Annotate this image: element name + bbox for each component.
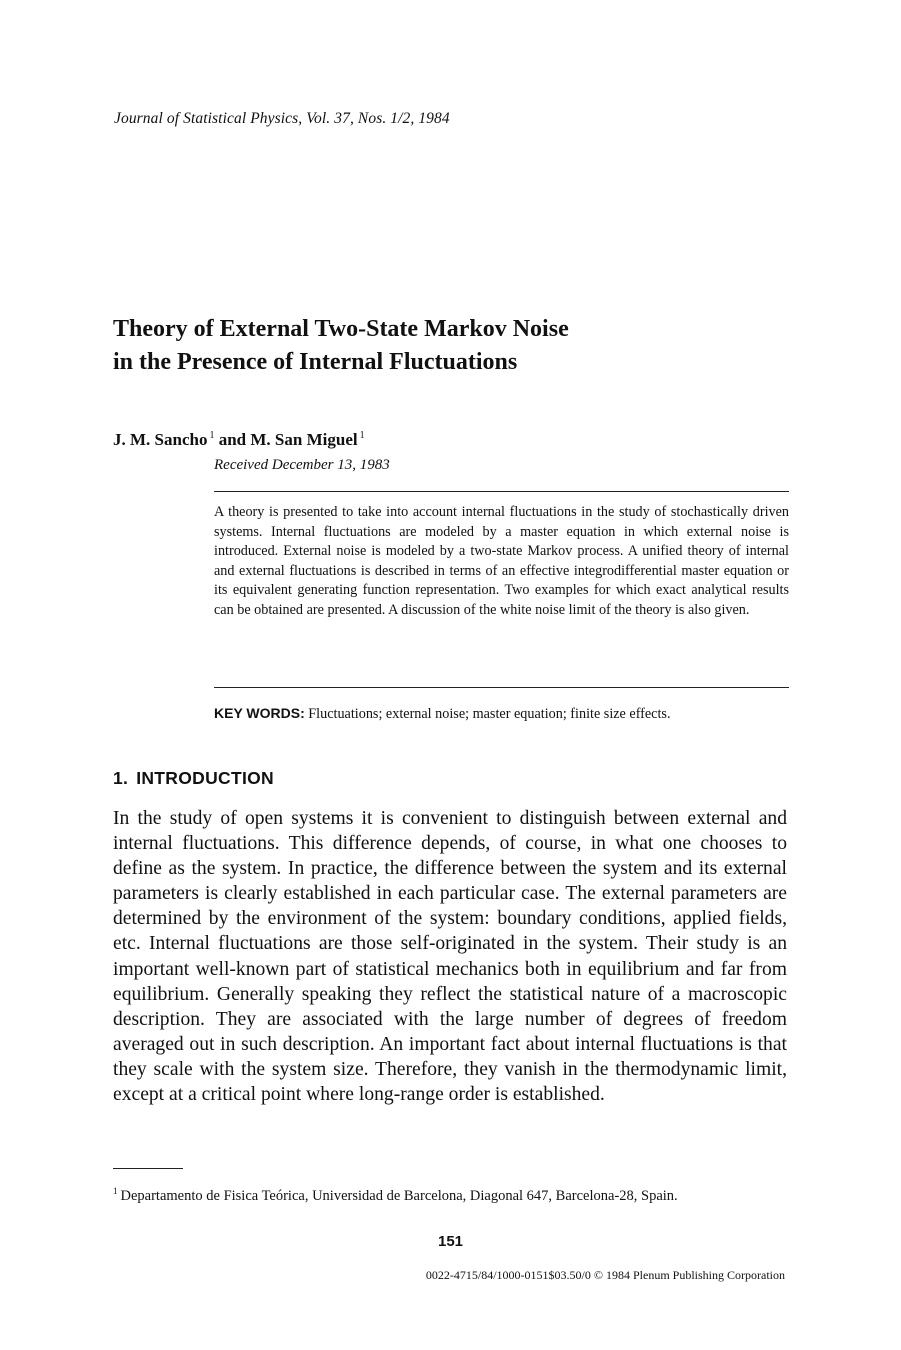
author-name: M. San Miguel [250,430,358,449]
keywords [214,705,814,723]
title-line-1: Theory of External Two-State Markov Noise [113,316,569,342]
author-joiner: and [218,430,247,449]
received-date: Received December 13, 1983 [214,457,390,473]
section-heading [113,768,274,789]
introduction-paragraph: In the study of open systems it is convenient to distinguish between external and internal fluctuations. This difference depends, of course, in what one chooses to define as the system. In practice, the difference between the system and its external parameters is clearly established in each particular case. The external parameters are determined by the environment of the system: boundary conditions, applied fields, etc. Internal fluctuations are those self-originated in the system. Their study is an important well-known part of statistical mechanics both in equilibrium and far from equilibrium. Generally speaking they reflect the statistical nature of a macroscopic description. They are associated with the large number of degrees of freedom averaged out in such description. An important fact about internal fluctuations is that they scale with the system size. Therefore, they vanish in the thermodynamic limit, except at a critical point where long-range order is established. [113,808,787,1106]
abstract-top-rule [214,491,789,492]
author-list [113,430,365,450]
footnote [113,1181,789,1206]
footnote-text: Departamento de Fisica Teórica, Universidad de Barcelona, Diagonal 647, Barcelona-28, Spain. [120,1188,678,1204]
article-title [113,313,753,379]
keywords-label: KEY WORDS: [214,705,305,721]
copyright-line: 0022-4715/84/1000-0151$03.50/0 © 1984 Plenum Publishing Corporation [425,1268,785,1282]
abstract-text: A theory is presented to take into account internal fluctuations in the study of stochastically driven systems. Internal fluctuations are modeled by a master equation in which external noise is introduced. External noise is modeled by a two-state Markov process. A unified theory of internal and external fluctuations is described in terms of an effective integrodifferential master equation or its equivalent generating function representation. Two examples for which exact analytical results can be obtained are presented. A discussion of the white noise limit of the theory is also given. [214,504,789,618]
keywords-text: Fluctuations; external noise; master equation; finite size effects. [308,706,671,722]
section-number: 1. [113,768,129,788]
page-number: 151 [437,1233,464,1250]
footnote-marker: 1 [113,1186,118,1196]
journal-citation: Journal of Statistical Physics, Vol. 37, Nos. 1/2, 1984 [114,110,450,127]
author-name: J. M. Sancho [113,430,208,449]
footnote-rule [113,1168,183,1169]
title-line-2: in the Presence of Internal Fluctuations [113,349,518,375]
author-affiliation-marker: 1 [359,430,365,441]
abstract-bottom-rule [214,687,789,688]
author-affiliation-marker: 1 [209,430,215,441]
section-title: INTRODUCTION [136,768,274,788]
